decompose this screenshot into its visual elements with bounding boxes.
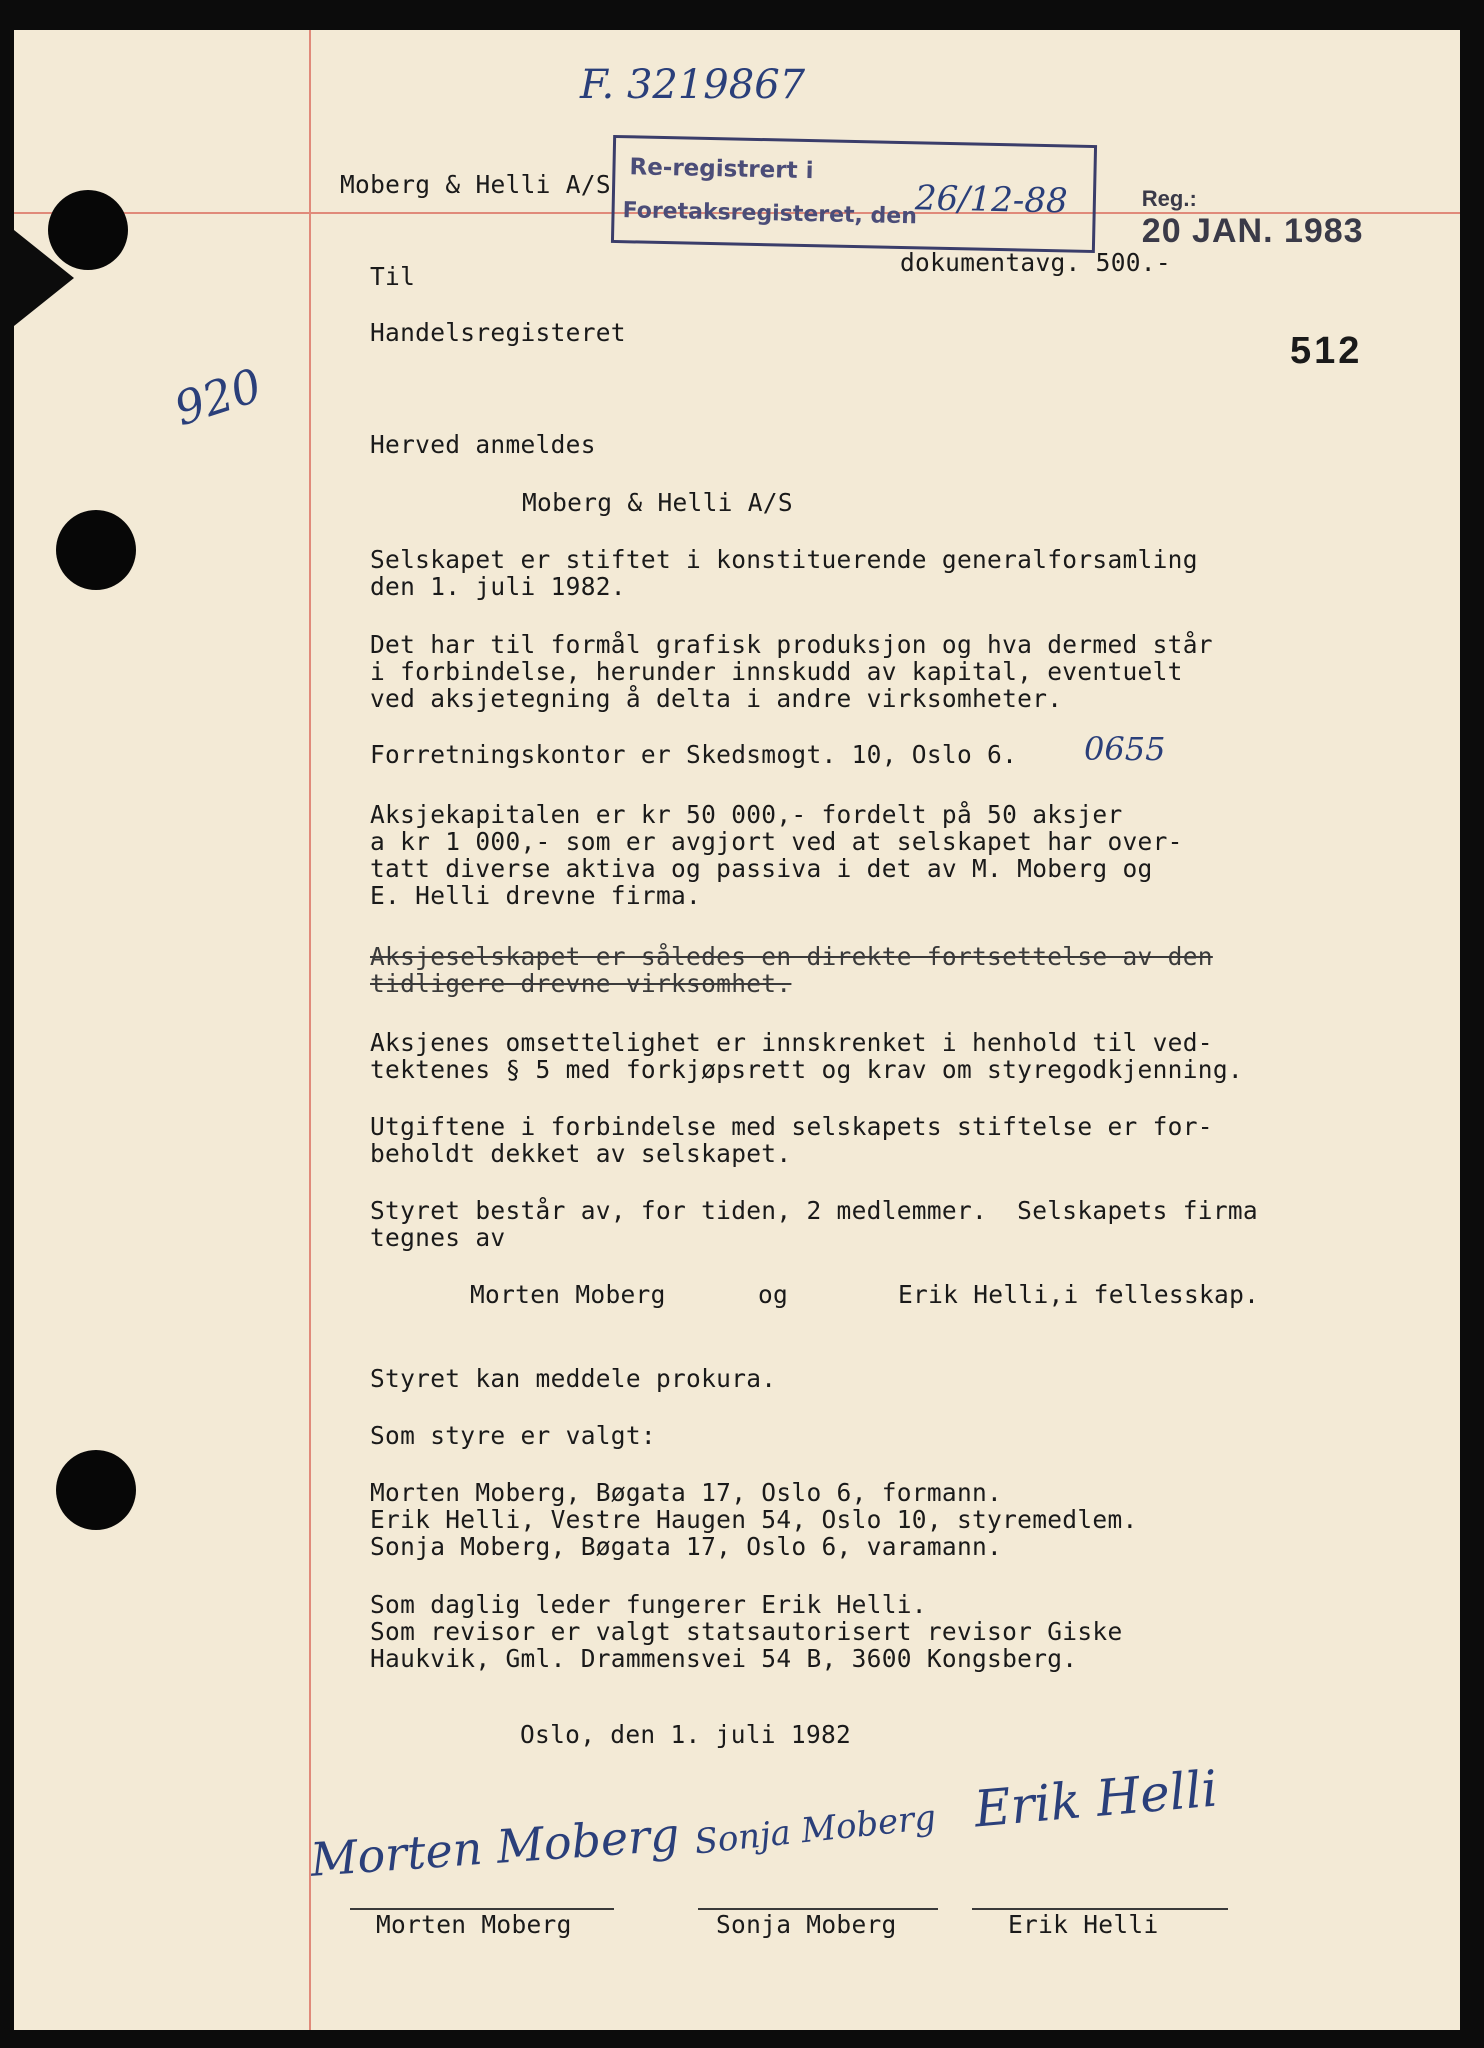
margin-rule [309,30,311,2030]
typed-signature-name: Erik Helli [1008,1910,1159,1939]
handwritten-signature: Sonja Moberg [692,1797,938,1863]
reg-label: Reg.: [1141,186,1197,211]
handwritten-signature: Erik Helli [971,1759,1220,1839]
reg-date: 20 JAN. 1983 [1141,212,1364,250]
document-number: 512 [1290,330,1363,372]
board-member: Morten Moberg, Bøgata 17, Oslo 6, formann. [370,1478,1003,1507]
manager-line: Som daglig leder fungerer Erik Helli. [370,1590,927,1619]
postal-code-handwritten: 0655 [1084,730,1166,768]
board-intro: Som styre er valgt: [370,1421,656,1450]
paragraph-line: Styret består av, for tiden, 2 medlemmer. Selskapets firma [370,1196,1258,1225]
punch-hole [48,190,128,270]
typed-signature-name: Morten Moberg [376,1910,572,1939]
paragraph-line: Aksjekapitalen er kr 50 000,- fordelt på 50 aksjer [370,800,1123,829]
stamp-line: Foretaksregisteret, den [622,198,918,230]
place-date: Oslo, den 1. juli 1982 [520,1720,852,1749]
company-name: Moberg & Helli A/S [522,488,793,517]
address-recipient: Handelsregisteret [370,318,626,347]
intro-line: Herved anmeldes [370,430,596,459]
signer-name: Morten Moberg [470,1280,666,1309]
document-page [14,30,1460,2030]
paragraph-line: Aksjenes omsettelighet er innskrenket i henhold til ved- [370,1028,1213,1057]
paragraph-line: ved aksjetegning å delta i andre virksomheter. [370,684,1063,713]
auditor-line: Haukvik, Gml. Drammensvei 54 B, 3600 Kongsberg. [370,1644,1078,1673]
punch-hole [56,510,136,590]
paragraph-line: Utgiftene i forbindelse med selskapets stiftelse er for- [370,1112,1213,1141]
paragraph-line: Selskapet er stiftet i konstituerende generalforsamling [370,545,1198,574]
punch-hole [56,1450,136,1530]
typed-signature-name: Sonja Moberg [716,1910,897,1939]
registration-stamp [611,135,1097,253]
paragraph-line: tegnes av [370,1223,506,1252]
paragraph-line: E. Helli drevne firma. [370,881,702,910]
margin-number: 920 [167,357,269,437]
address-til: Til [370,262,416,291]
stamp-line: Re-registrert i [629,154,814,185]
paragraph-line: tektenes § 5 med forkjøpsrett og krav om styregodkjenning. [370,1055,1243,1084]
signer-name: Erik Helli,i fellesskap. [898,1280,1260,1309]
paragraph-line: a kr 1 000,- som er avgjort ved at selskapet har over- [370,827,1183,856]
paragraph-line: den 1. juli 1982. [370,572,626,601]
auditor-line: Som revisor er valgt statsautorisert revisor Giske [370,1617,1123,1646]
handwritten-reference: F. 3219867 [580,62,806,108]
stamp-date: 26/12-88 [914,178,1069,222]
board-member: Sonja Moberg, Bøgata 17, Oslo 6, varamann. [370,1532,1003,1561]
company-header: Moberg & Helli A/S [340,170,611,199]
office-line: Forretningskontor er Skedsmogt. 10, Oslo 6. [370,740,1018,769]
prokura-line: Styret kan meddele prokura. [370,1364,777,1393]
paragraph-line: Det har til formål grafisk produksjon og hva dermed står [370,630,1213,659]
paragraph-line: beholdt dekket av selskapet. [370,1139,792,1168]
handwritten-signature: Morten Moberg [308,1807,682,1887]
signer-connector: og [758,1280,789,1309]
paragraph-line: tatt diverse aktiva og passiva i det av M. Moberg og [370,854,1153,883]
paragraph-line: i forbindelse, herunder innskudd av kapital, eventuelt [370,657,1183,686]
fee-note: dokumentavg. 500.- [900,248,1171,277]
board-member: Erik Helli, Vestre Haugen 54, Oslo 10, styremedlem. [370,1505,1138,1534]
struck-line: tidligere drevne virksomhet. [370,969,792,998]
struck-line: Aksjeselskapet er således en direkte fortsettelse av den [370,942,1213,971]
